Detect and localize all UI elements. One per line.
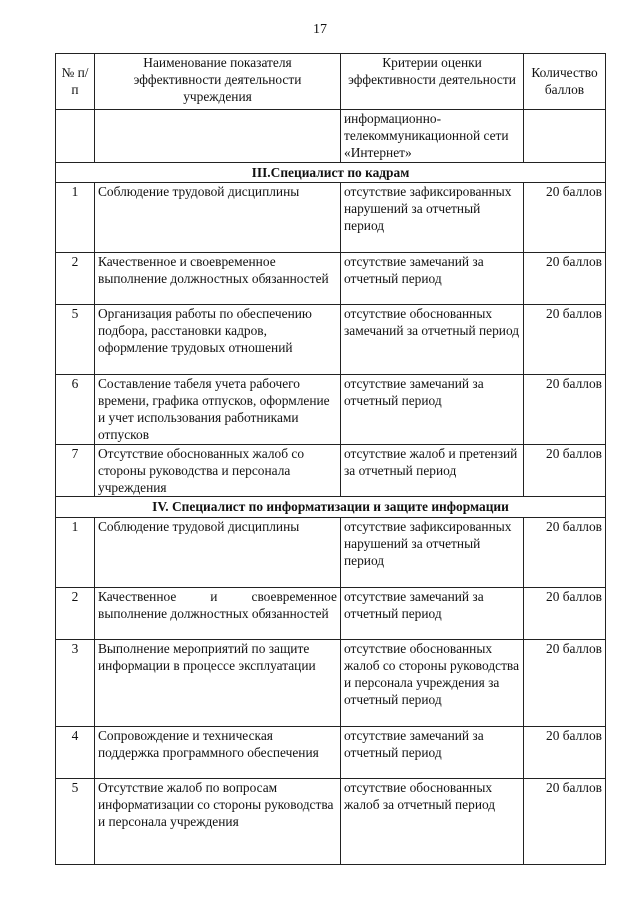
header-criteria: Критерии оценки эффективности деятельности: [341, 54, 524, 110]
row-points: 20 баллов: [524, 587, 606, 639]
header-points: Количество баллов: [524, 54, 606, 110]
header-name: Наименование показателя эффективности деятельности учреждения: [95, 54, 341, 110]
row-criteria: отсутствие обоснованных жалоб за отчетный период: [341, 778, 524, 864]
row-num: 5: [56, 304, 95, 374]
row-criteria: отсутствие замечаний за отчетный период: [341, 726, 524, 778]
row-name: Соблюдение трудовой дисциплины: [95, 517, 341, 587]
section-header: [56, 162, 606, 182]
row-num: 1: [56, 517, 95, 587]
row-points: 20 баллов: [524, 182, 606, 252]
row-num: 2: [56, 587, 95, 639]
table-row: [56, 304, 606, 374]
row-name: Выполнение мероприятий по защите информации в процессе эксплуатации: [95, 639, 341, 726]
row-num: 3: [56, 639, 95, 726]
row-num: 4: [56, 726, 95, 778]
table-row: [56, 726, 606, 778]
row-name: Отсутствие жалоб по вопросам информатизации со стороны руководства и персонала учреждения: [95, 778, 341, 864]
row-num: 6: [56, 374, 95, 444]
row-num: 5: [56, 778, 95, 864]
row-criteria: отсутствие замечаний за отчетный период: [341, 374, 524, 444]
table-row: [56, 517, 606, 587]
continuation-criteria: информационно-телекоммуникационной сети «Интернет»: [341, 110, 524, 163]
row-criteria: отсутствие замечаний за отчетный период: [341, 587, 524, 639]
row-points: 20 баллов: [524, 444, 606, 497]
page-number: 17: [313, 22, 327, 37]
table-row: [56, 374, 606, 444]
table-row: [56, 778, 606, 864]
row-name: Соблюдение трудовой дисциплины: [95, 182, 341, 252]
row-name: Отсутствие обоснованных жалоб со стороны руководства и персонала учреждения: [95, 444, 341, 497]
row-points: 20 баллов: [524, 304, 606, 374]
table-row: [56, 444, 606, 497]
section-title: III.Специалист по кадрам: [56, 162, 606, 182]
section-header: [56, 497, 606, 517]
header-num: № п/п: [56, 54, 95, 110]
section-title: IV. Специалист по информатизации и защите информации: [56, 497, 606, 517]
row-points: 20 баллов: [524, 778, 606, 864]
row-points: 20 баллов: [524, 639, 606, 726]
row-criteria: отсутствие обоснованных замечаний за отчетный период: [341, 304, 524, 374]
row-name: Организация работы по обеспечению подбора, расстановки кадров, оформление трудовых отношений: [95, 304, 341, 374]
row-criteria: отсутствие жалоб и претензий за отчетный период: [341, 444, 524, 497]
table-row: [56, 587, 606, 639]
row-name: Сопровождение и техническая поддержка программного обеспечения: [95, 726, 341, 778]
row-name: Составление табеля учета рабочего времени, графика отпусков, оформление и учет использования работниками отпусков: [95, 374, 341, 444]
row-num: 2: [56, 252, 95, 304]
row-criteria: отсутствие замечаний за отчетный период: [341, 252, 524, 304]
row-points: 20 баллов: [524, 252, 606, 304]
row-name: Качественное и своевременное выполнение должностных обязанностей: [95, 587, 341, 639]
continuation-row: [56, 110, 606, 163]
row-name: Качественное и своевременное выполнение должностных обязанностей: [95, 252, 341, 304]
row-points: 20 баллов: [524, 726, 606, 778]
row-points: 20 баллов: [524, 517, 606, 587]
row-criteria: отсутствие зафиксированных нарушений за отчетный период: [341, 182, 524, 252]
table-row: [56, 182, 606, 252]
row-criteria: отсутствие зафиксированных нарушений за отчетный период: [341, 517, 524, 587]
table-header-row: [56, 54, 606, 110]
table-row: [56, 639, 606, 726]
criteria-table: [55, 53, 606, 865]
table-row: [56, 252, 606, 304]
row-criteria: отсутствие обоснованных жалоб со стороны руководства и персонала учреждения за отчетный период: [341, 639, 524, 726]
row-points: 20 баллов: [524, 374, 606, 444]
row-num: 1: [56, 182, 95, 252]
row-num: 7: [56, 444, 95, 497]
